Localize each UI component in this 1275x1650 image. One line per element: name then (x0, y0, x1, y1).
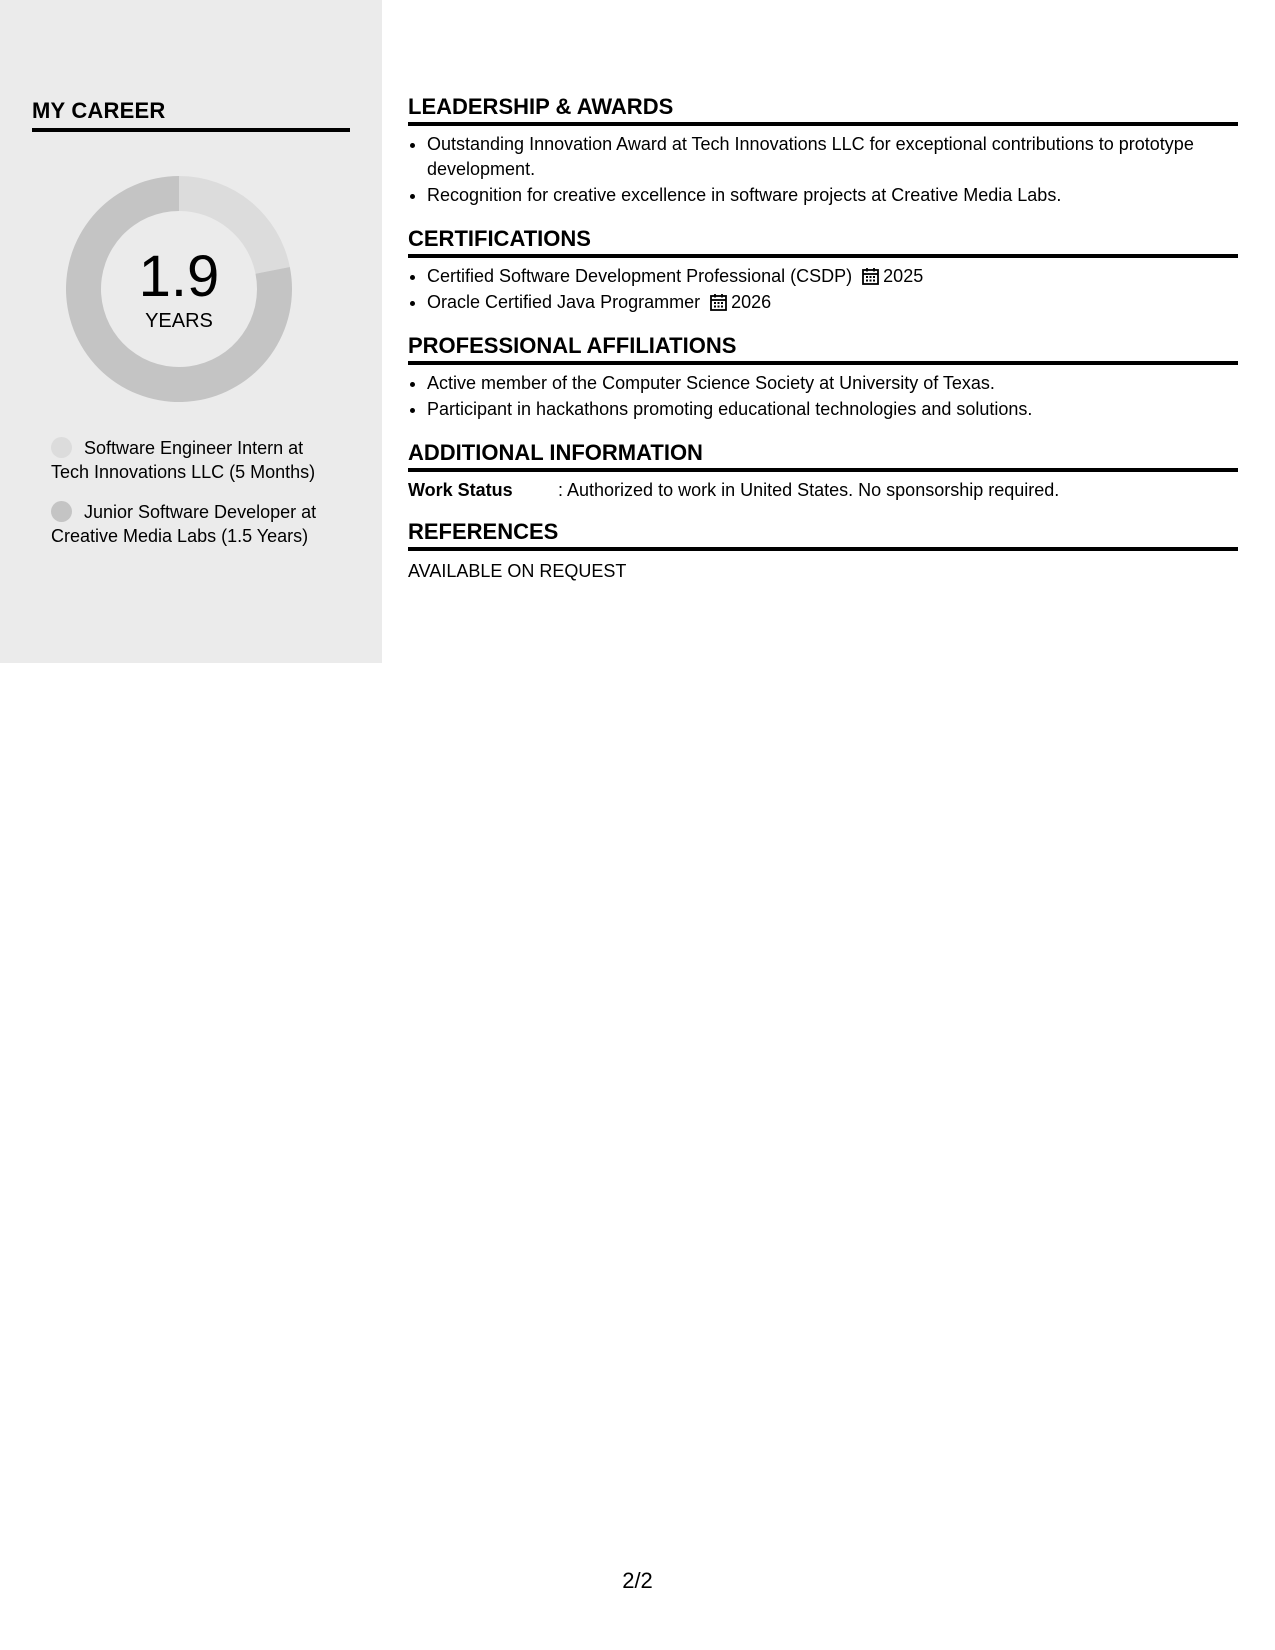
section-title: REFERENCES (408, 519, 1238, 551)
list-item: • Active member of the Computer Science Society at University of Texas. (427, 371, 1238, 396)
page-number: 2/2 (622, 1568, 653, 1593)
references-section (408, 519, 1238, 582)
legend-item (51, 500, 341, 548)
section-title: CERTIFICATIONS (408, 226, 1238, 258)
section-title: LEADERSHIP & AWARDS (408, 94, 1238, 126)
career-donut-chart (66, 176, 292, 402)
legend-item (51, 436, 341, 484)
work-status-value: : Authorized to work in United States. No sponsorship required. (558, 480, 1060, 500)
list-item (427, 264, 1238, 289)
leadership-section (408, 94, 1238, 208)
total-years-value: 1.9 (138, 244, 220, 309)
list-item: • Participant in hackathons promoting educational technologies and solutions. (427, 397, 1238, 422)
sidebar (0, 0, 382, 663)
work-status-row (408, 480, 1238, 501)
certification-year: 2026 (731, 292, 772, 312)
affiliations-section (408, 333, 1238, 422)
legend-label: Junior Software Developer at Creative Media Labs (1.5 Years) (51, 502, 317, 546)
section-title: PROFESSIONAL AFFILIATIONS (408, 333, 1238, 365)
legend-dot (51, 437, 72, 458)
certification-name: Certified Software Development Professional (CSDP) (427, 266, 853, 286)
total-years-unit: YEARS (145, 310, 213, 332)
list-item (427, 290, 1238, 315)
references-text: AVAILABLE ON REQUEST (408, 561, 627, 581)
list-item: • Recognition for creative excellence in software projects at Creative Media Labs. (427, 183, 1238, 208)
list-item: • Outstanding Innovation Award at Tech Innovations LLC for exceptional contributions to prototype development. (427, 132, 1238, 182)
main-content (408, 94, 1238, 600)
career-legend (51, 436, 341, 564)
certifications-section (408, 226, 1238, 315)
section-title: ADDITIONAL INFORMATION (408, 440, 1238, 472)
career-title: MY CAREER (32, 98, 350, 132)
calendar-icon (862, 267, 879, 285)
work-status-label: Work Status (408, 480, 513, 500)
additional-info-section (408, 440, 1238, 501)
legend-label: Software Engineer Intern at Tech Innovations LLC (5 Months) (51, 438, 316, 482)
certification-year: 2025 (883, 266, 924, 286)
calendar-icon (710, 293, 727, 311)
legend-dot (51, 501, 72, 522)
certification-name: Oracle Certified Java Programmer (427, 292, 701, 312)
